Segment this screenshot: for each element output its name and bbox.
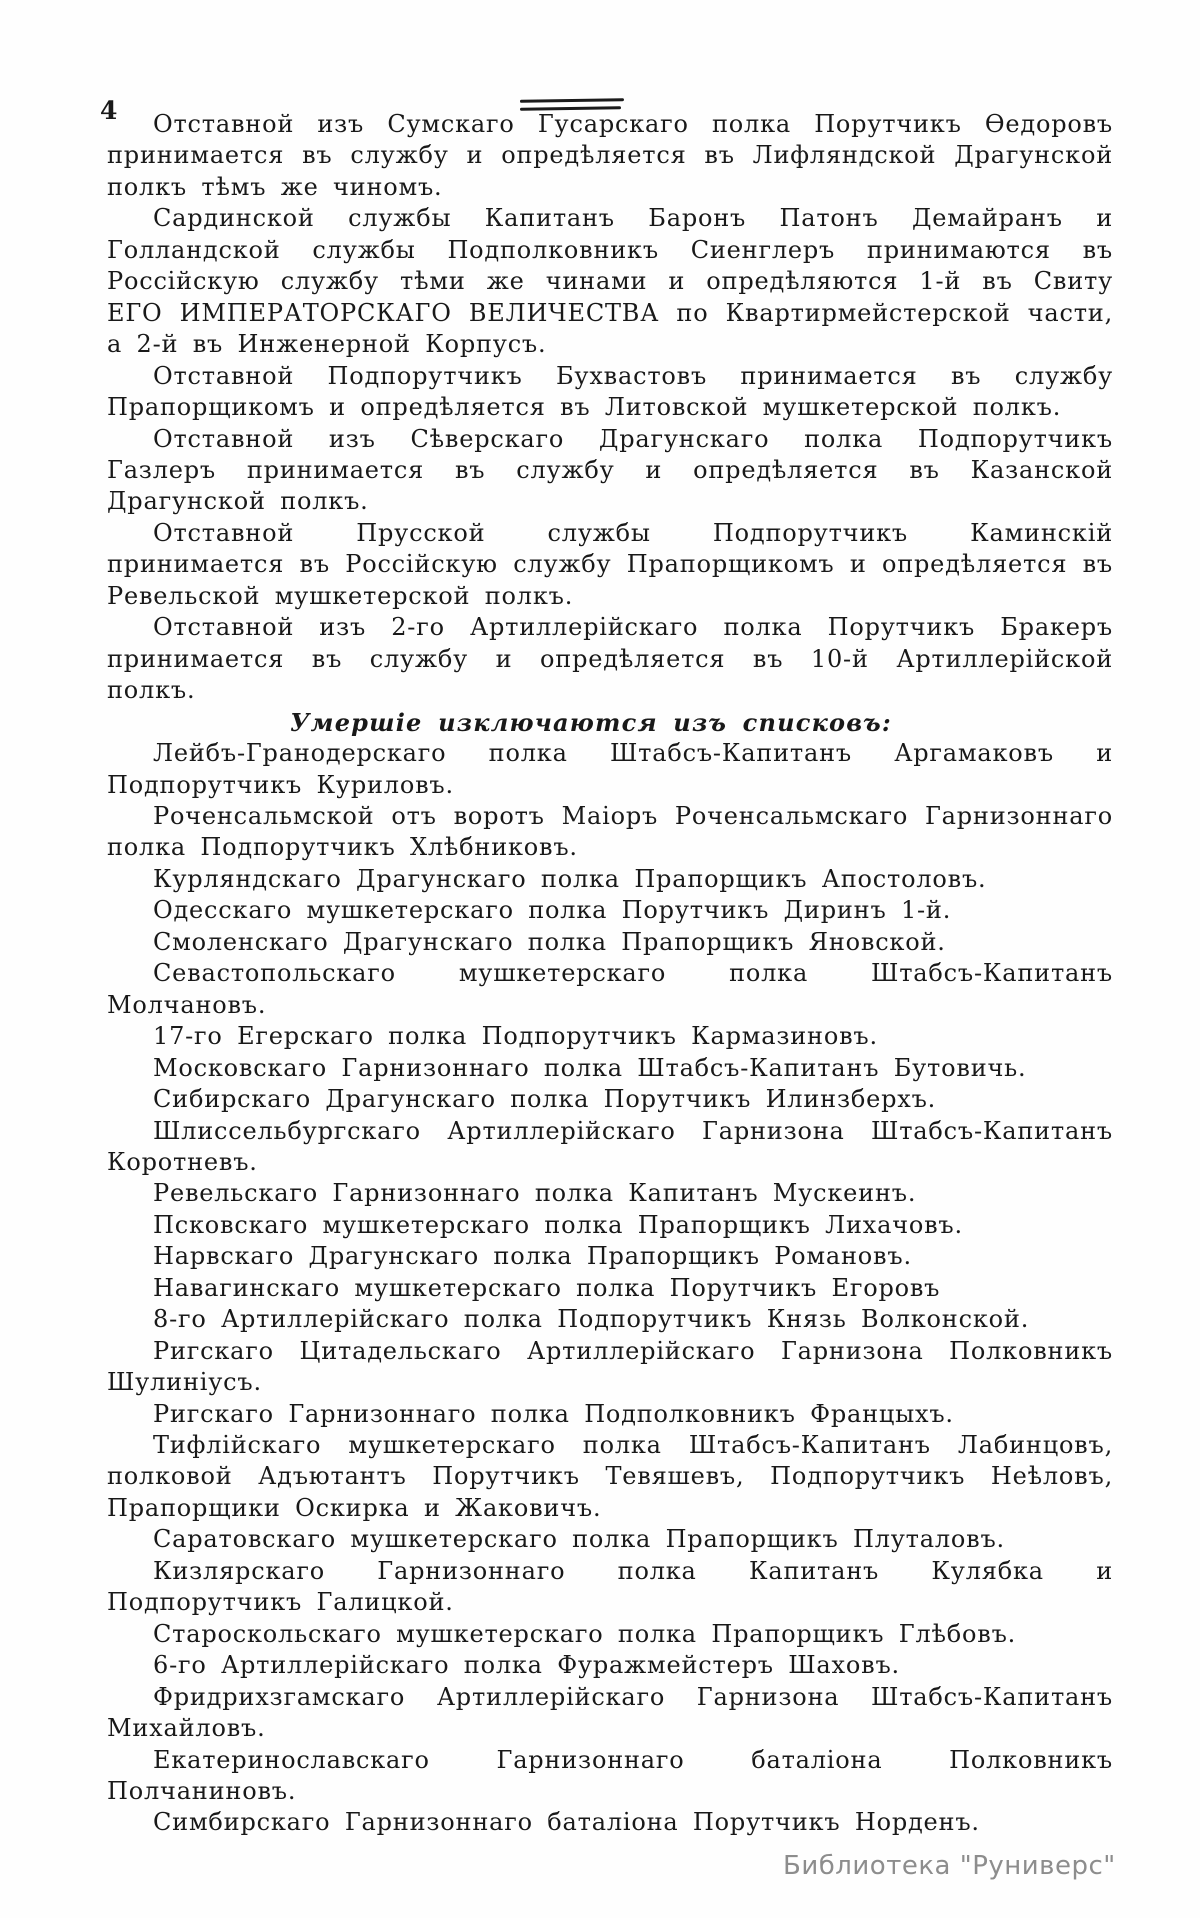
paragraph: Ригскаго Гарнизоннаго полка Подполковникъ Францыхъ. xyxy=(153,1399,954,1428)
paragraph: Смоленскаго Драгунскаго полка Прапорщикъ Яновской. xyxy=(153,927,946,956)
paragraph: Шлиссельбургскаго Артиллерійскаго Гарнизона Штабсъ-Капитанъ Коротневъ. xyxy=(107,1116,1113,1176)
paragraph: Ревельскаго Гарнизоннаго полка Капитанъ Мускеинъ. xyxy=(153,1179,917,1208)
paragraph: Староскольскаго мушкетерскаго полка Прапорщикъ Глѣбовъ. xyxy=(153,1619,1017,1648)
divider-line-top xyxy=(520,98,624,103)
paragraph: 8-го Артиллерійскаго полка Подпорутчикъ Князь Волконской. xyxy=(153,1305,1030,1334)
paragraph: Одесскаго мушкетерскаго полка Порутчикъ Диринъ 1-й. xyxy=(153,896,952,925)
paragraph: Отставной изъ 2-го Артиллерійскаго полка Порутчикъ Бракеръ принимается въ службу и опредѣляется въ 10-й Артиллерійской полкъ. xyxy=(107,613,1113,705)
paragraph: Отставной изъ Сѣверскаго Драгунскаго полка Подпорутчикъ Газлеръ принимается въ службу и опредѣляется въ Казанской Драгунской полкъ. xyxy=(107,424,1113,516)
paragraph: Навагинскаго мушкетерскаго полка Порутчикъ Егоровъ xyxy=(153,1273,941,1302)
paragraph: 6-го Артиллерійскаго полка Фуражмейстеръ Шаховъ. xyxy=(153,1651,900,1680)
page-number: 4 xyxy=(100,96,119,125)
paragraph: Сардинской службы Капитанъ Баронъ Патонъ Демайранъ и Голландской службы Подполковникъ Сиенглеръ принимаются въ Россійскую службу тѣми же чинами и опредѣляются 1-й въ Свиту ЕГО ИМПЕРАТОРСКАГО ВЕЛИЧЕСТВА по Квартирмейстерской части, а 2-й въ Инженерной Корпусъ. xyxy=(107,204,1113,359)
paragraph: Фридрихзгамскаго Артиллерійскаго Гарнизона Штабсъ-Капитанъ Михайловъ. xyxy=(107,1682,1113,1743)
paragraph: Кизлярскаго Гарнизоннаго полка Капитанъ Кулябка и Подпорутчикъ Галицкой. xyxy=(107,1556,1113,1617)
library-watermark: Библиотека "Руниверс" xyxy=(783,1851,1116,1881)
paragraph: Курляндскаго Драгунскаго полка Прапорщикъ Апостоловъ. xyxy=(153,864,987,893)
paragraph: Сибирскаго Драгунскаго полка Порутчикъ Илинзберхъ. xyxy=(153,1085,937,1114)
paragraph: Роченсальмской отъ воротъ Маіоръ Роченсальмскаго Гарнизоннаго полка Подпорутчикъ Хлѣбниковъ. xyxy=(107,801,1113,862)
paragraph: Тифлійскаго мушкетерскаго полка Штабсъ-Капитанъ Лабинцовъ, полковой Адъютантъ Порутчикъ Тевяшевъ, Подпорутчикъ Неѣловъ, Прапорщики Оскирка и Жаковичъ. xyxy=(107,1431,1113,1522)
paragraph: Саратовскаго мушкетерскаго полка Прапорщикъ Плуталовъ. xyxy=(153,1525,1005,1554)
paragraph: Ригскаго Цитадельскаго Артиллерійскаго Гарнизона Полковникъ Шулиніусъ. xyxy=(107,1336,1113,1397)
paragraph: Отставной изъ Сумскаго Гусарскаго полка Порутчикъ Ѳедоровъ принимается въ службу и опредѣляется въ Лифляндской Драгунской полкъ тѣмъ же чиномъ. xyxy=(107,110,1113,201)
section-heading: Умершіе изключаются изъ списковъ: xyxy=(290,707,892,737)
paragraph: Лейбъ-Гранодерскаго полка Штабсъ-Капитанъ Аргамаковъ и Подпорутчикъ Куриловъ. xyxy=(107,739,1113,799)
paragraph: Отставной Подпорутчикъ Бухвастовъ принимается въ службу Прапорщикомъ и опредѣляется въ Литовской мушкетерской полкъ. xyxy=(107,361,1113,422)
page-body-text xyxy=(107,109,1113,1839)
paragraph: Екатеринославскаго Гарнизоннаго баталіона Полковникъ Полчаниновъ. xyxy=(107,1745,1113,1806)
paragraph: Севастопольскаго мушкетерскаго полка Штабсъ-Капитанъ Молчановъ. xyxy=(107,959,1113,1019)
paragraph: 17-го Егерскаго полка Подпорутчикъ Кармазиновъ. xyxy=(153,1022,878,1051)
paragraph: Отставной Прусской службы Подпорутчикъ Каминскій принимается въ Россійскую службу Прапорщикомъ и опредѣляется въ Ревельской мушкетерской полкъ. xyxy=(107,518,1113,610)
paragraph: Нарвскаго Драгунскаго полка Прапорщикъ Романовъ. xyxy=(153,1242,912,1271)
paragraph: Симбирскаго Гарнизоннаго баталіона Порутчикъ Норденъ. xyxy=(153,1808,980,1837)
paragraph: Псковскаго мушкетерскаго полка Прапорщикъ Лихачовъ. xyxy=(153,1210,963,1239)
paragraph: Московскаго Гарнизоннаго полка Штабсъ-Капитанъ Бутовичь. xyxy=(153,1053,1027,1082)
